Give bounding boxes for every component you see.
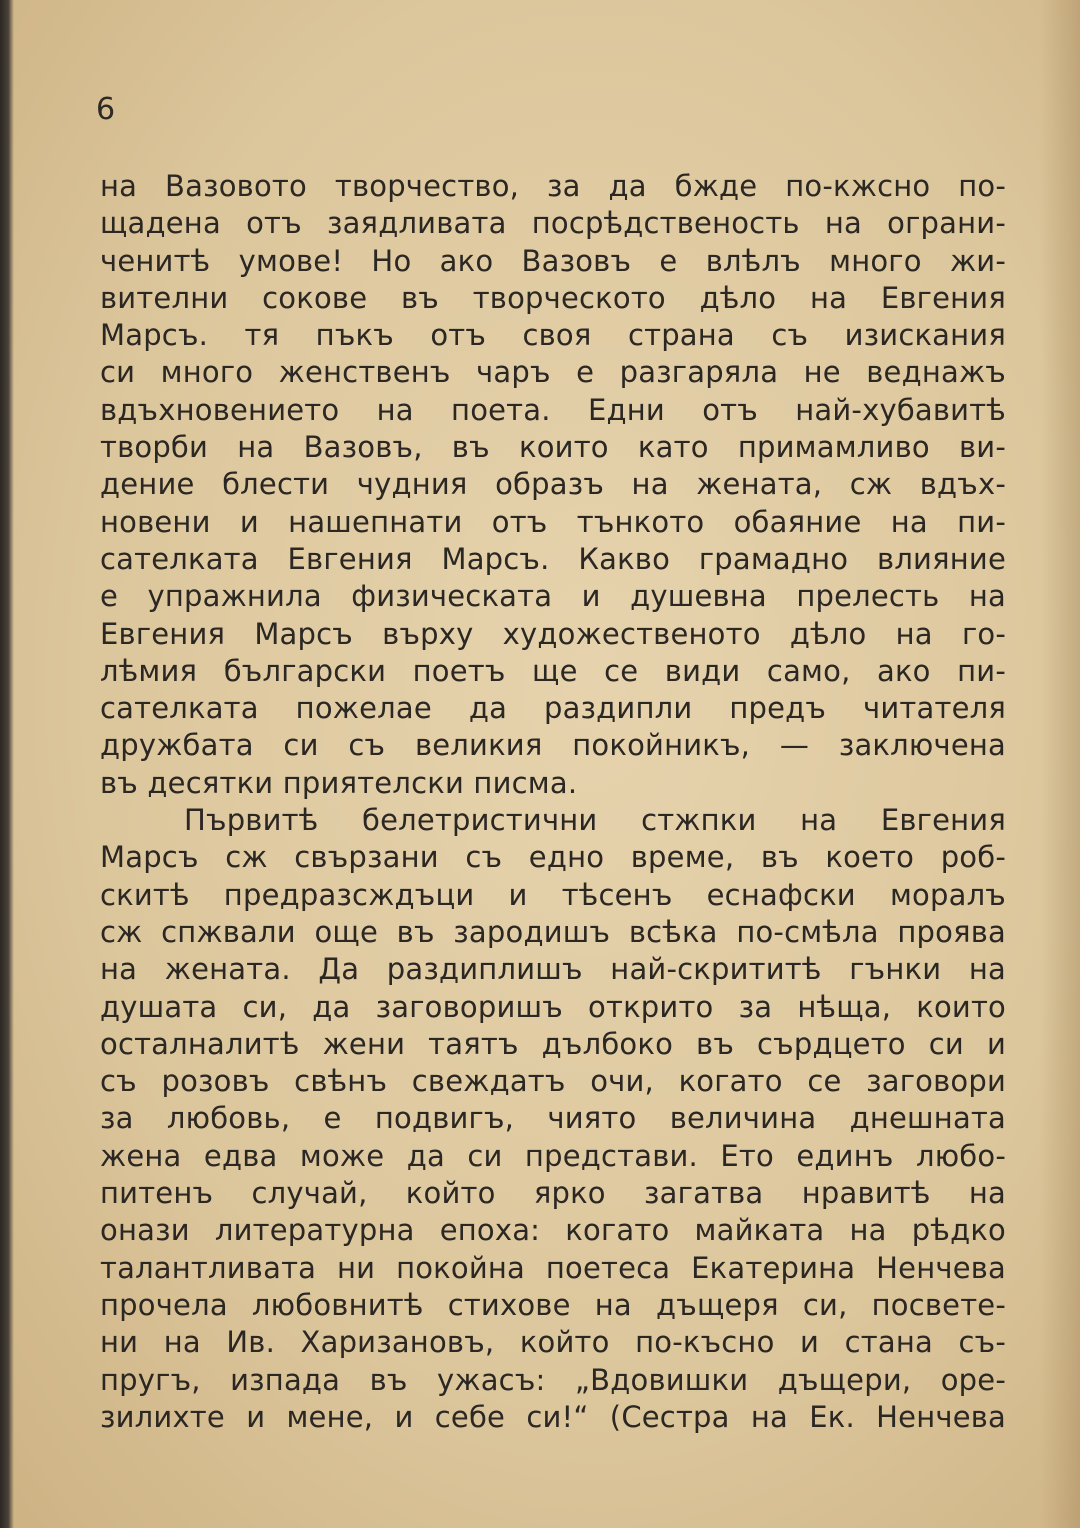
text-line: творби на Вазовъ, въ които като примамливо ви-	[100, 430, 1006, 465]
text-line: е упражнила физическата и душевна прелесть на	[100, 579, 1006, 614]
text-line: душата си, да заговоришъ открито за нѣща, които	[100, 989, 1006, 1024]
text-line: съ розовъ свѣнъ свеждатъ очи, когато се заговори	[100, 1064, 1006, 1099]
text-line: скитѣ предразсждъци и тѣсенъ еснафски моралъ	[100, 877, 1006, 912]
text-line: сж спжвали още въ зародишъ всѣка по-смѣла проява	[100, 914, 1006, 949]
text-line: прочела любовнитѣ стихове на дъщеря си, посвете-	[100, 1287, 1006, 1322]
text-line: онази литературна епоха: когато майката на рѣдко	[100, 1213, 1006, 1248]
text-line: сателката пожелае да раздипли предъ читателя	[100, 691, 1006, 726]
text-line: щадена отъ заядливата посрѣдственость на ограни-	[100, 206, 1006, 241]
text-line: вдъхновението на поета. Едни отъ най-хубавитѣ	[100, 392, 1006, 427]
paragraph-end-line: въ десятки приятелски писма.	[100, 765, 578, 800]
paragraph-start-line: Първитѣ белетристични стжпки на Евгения	[184, 803, 1006, 838]
text-line: питенъ случай, който ярко загатва нравитѣ на	[100, 1176, 1006, 1211]
text-line: дружбата си съ великия покойникъ, — заключена	[100, 728, 1006, 763]
text-line: новени и нашепнати отъ тънкото обаяние на пи-	[100, 504, 1006, 539]
text-line: на Вазовото творчество, за да бжде по-кжсно по-	[100, 169, 1006, 203]
text-line: Марсъ сж свързани съ едно време, въ което роб-	[100, 840, 1006, 875]
text-line: сателката Евгения Марсъ. Какво грамадно влияние	[100, 541, 1006, 576]
text-line: Евгения Марсъ върху художественото дѣло на го-	[100, 616, 1006, 651]
text-line: ченитѣ умове! Но ако Вазовъ е влѣлъ много жи-	[100, 243, 1006, 278]
page-number: 6	[96, 92, 116, 127]
book-spine-shadow	[0, 0, 14, 1528]
text-line: зилихте и мене, и себе си!“ (Сестра на Ек. Ненчева	[100, 1399, 1006, 1434]
text-line: Марсъ. тя пъкъ отъ своя страна съ изискания	[100, 318, 1006, 353]
text-line: за любовь, е подвигъ, чиято величина днешната	[100, 1101, 1006, 1136]
page-edge-shade	[1040, 0, 1080, 1528]
text-line: жена едва може да си представи. Ето единъ любо-	[100, 1138, 1006, 1173]
text-line: талантливата ни покойна поетеса Екатерина Ненчева	[100, 1250, 1006, 1285]
text-line: на жената. Да раздиплишъ най-скрититѣ гънки на	[100, 952, 1006, 987]
text-line: вителни сокове въ творческото дѣло на Евгения	[100, 280, 1006, 315]
text-line: пругъ, изпада въ ужасъ: „Вдовишки дъщери, оре-	[100, 1362, 1006, 1397]
text-line: си много женственъ чаръ е разгаряла не веднажъ	[100, 355, 1006, 390]
text-line: лѣмия български поетъ ще се види само, ако пи-	[100, 653, 1006, 688]
body-text	[100, 168, 1006, 1436]
text-line: ни на Ив. Харизановъ, който по-късно и стана съ-	[100, 1325, 1006, 1360]
text-line: осталналитѣ жени таятъ дълбоко въ сърдцето си и	[100, 1026, 1006, 1061]
text-line: дение блести чудния образъ на жената, сж вдъх-	[100, 467, 1006, 502]
